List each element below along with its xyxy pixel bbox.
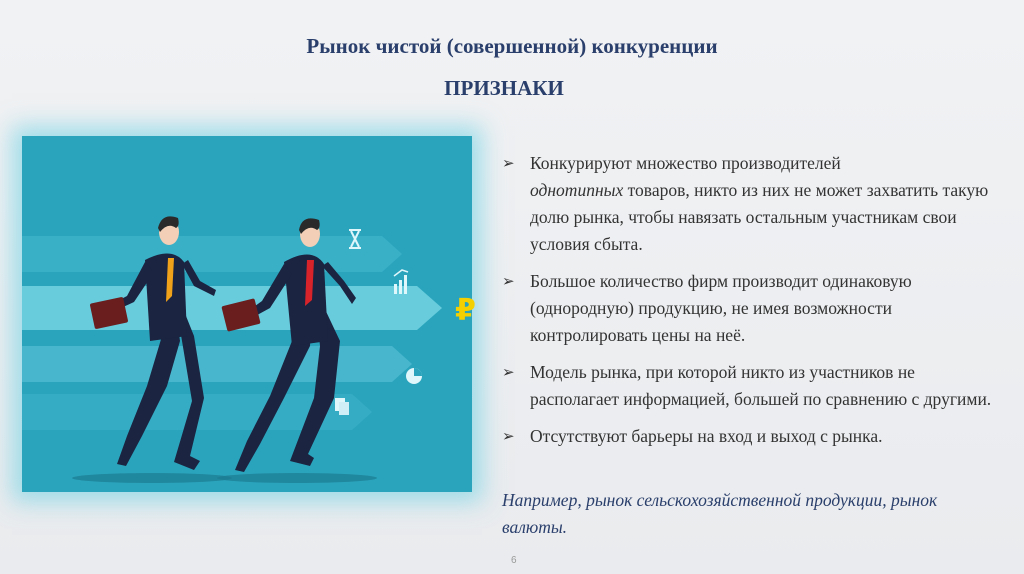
example-note: Например, рынок сельскохозяйственной продукции, рынок валюты. [502, 490, 938, 537]
italic-term: однотипных [530, 180, 624, 200]
pie-icon [406, 368, 422, 384]
slide-subtitle: ПРИЗНАКИ [444, 76, 564, 100]
list-item: ➢ Большое количество фирм производит одинаковую (однородную) продукцию, не имея возможности контролировать цены на неё. [502, 268, 1002, 349]
list-item: ➢ Модель рынка, при которой никто из участников не располагает информацией, большей по сравнению с другими. [502, 359, 1002, 413]
features-list [502, 150, 1002, 460]
list-item: ➢ Отсутствуют барьеры на вход и выход с рынка. [502, 423, 1002, 450]
arrow-bullet-icon: ➢ [502, 154, 515, 172]
ruble-icon: ₽ [455, 293, 476, 328]
list-item: ➢ Конкурируют множество производителей однотипных товаров, никто из них не может захватить такую долю рынка, чтобы навязать остальным участникам свои условия сбыта. [502, 150, 1002, 258]
arrow-bullet-icon: ➢ [502, 272, 515, 290]
running-businessmen-illustration [22, 136, 476, 492]
arrow-bullet-icon: ➢ [502, 363, 515, 381]
page-number: 6 [511, 555, 517, 566]
slide-title: Рынок чистой (совершенной) конкуренции [306, 34, 718, 58]
arrow-bullet-icon: ➢ [502, 427, 515, 445]
